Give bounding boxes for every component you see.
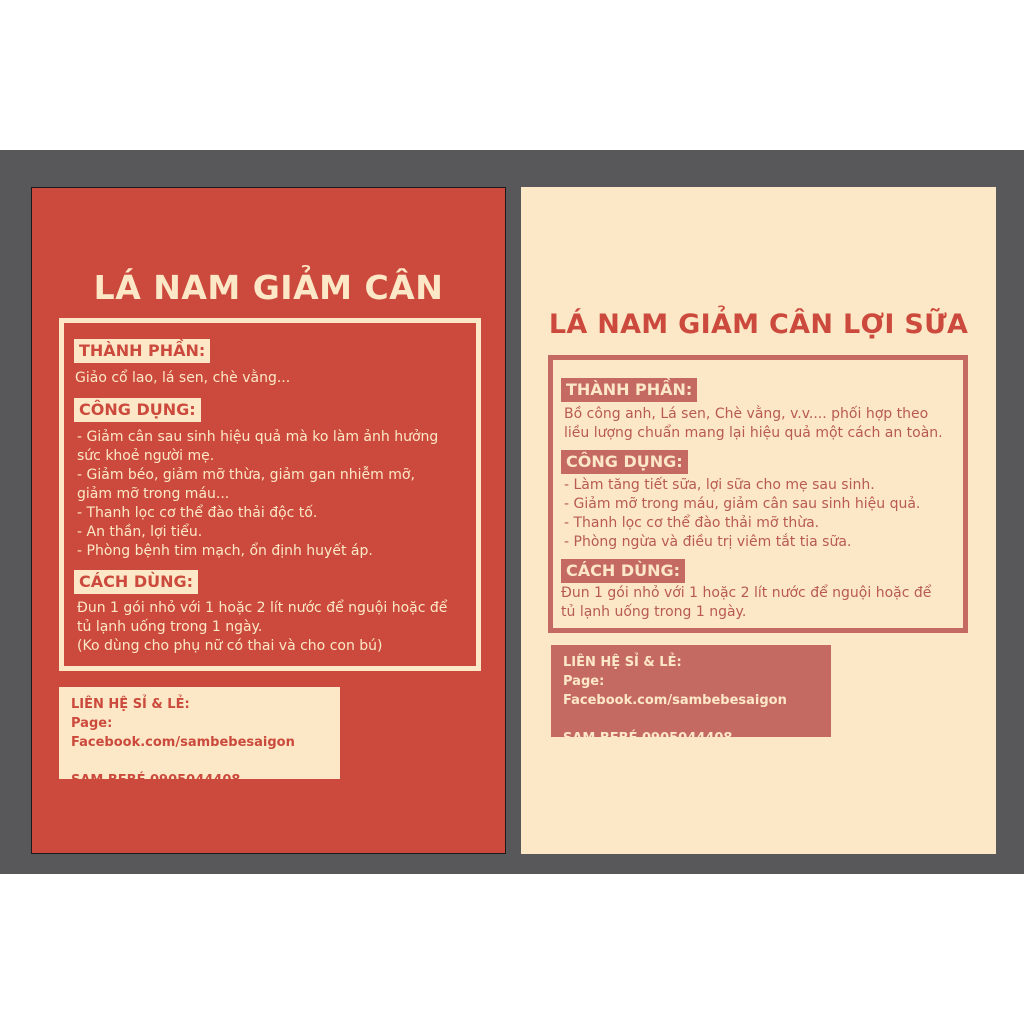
uses-line: - Làm tăng tiết sữa, lợi sữa cho mẹ sau sinh. xyxy=(564,477,875,493)
ingredients-line: Bồ công anh, Lá sen, Chè vằng, v.v.... phối hợp theo xyxy=(564,406,929,422)
ingredients-heading: THÀNH PHẦN: xyxy=(74,339,210,363)
uses-heading: CÔNG DỤNG: xyxy=(561,450,688,474)
usage-line: Đun 1 gói nhỏ với 1 hoặc 2 lít nước để nguội hoặc để xyxy=(561,585,932,601)
usage-line: tủ lạnh uống trong 1 ngày. xyxy=(561,604,747,620)
usage-heading: CÁCH DÙNG: xyxy=(74,570,198,594)
uses-list xyxy=(77,428,438,561)
uses-line: - Giảm béo, giảm mỡ thừa, giảm gan nhiễm mỡ, xyxy=(77,467,415,483)
uses-line: - Phòng ngừa và điều trị viêm tắt tia sữa. xyxy=(564,534,852,550)
contact-phone: SAM BEBÉ 0905044408 xyxy=(563,731,733,746)
usage-line: Đun 1 gói nhỏ với 1 hoặc 2 lít nước để nguội hoặc để xyxy=(77,600,448,616)
product-card-right xyxy=(521,187,996,854)
uses-line: - Thanh lọc cơ thể đào thải độc tố. xyxy=(77,505,318,521)
uses-heading: CÔNG DỤNG: xyxy=(74,398,201,422)
ingredients-list xyxy=(564,405,943,443)
contact-label: LIÊN HỆ SỈ & LẺ: xyxy=(71,697,190,712)
contact-page: Page: Facebook.com/sambebesaigon xyxy=(71,716,295,750)
uses-line: - Giảm cân sau sinh hiệu quả mà ko làm ảnh hưởng xyxy=(77,429,439,445)
card-title: LÁ NAM GIẢM CÂN LỢI SỮA xyxy=(548,309,969,340)
card-title: LÁ NAM GIẢM CÂN xyxy=(93,268,444,307)
uses-line: - Thanh lọc cơ thể đào thải mỡ thừa. xyxy=(564,515,820,531)
contact-label: LIÊN HỆ SỈ & LẺ: xyxy=(563,655,682,670)
usage-list xyxy=(561,584,931,622)
usage-heading: CÁCH DÙNG: xyxy=(561,559,685,583)
usage-line: (Ko dùng cho phụ nữ có thai và cho con bú) xyxy=(77,638,383,654)
ingredients-heading: THÀNH PHẦN: xyxy=(561,378,697,402)
usage-line: tủ lạnh uống trong 1 ngày. xyxy=(77,619,263,635)
uses-line: - An thần, lợi tiểu. xyxy=(77,524,203,540)
uses-line: sức khoẻ người mẹ. xyxy=(77,448,215,464)
contact-page: Page: Facebook.com/sambebesaigon xyxy=(563,674,787,708)
uses-list xyxy=(564,476,920,552)
info-box xyxy=(548,355,968,633)
ingredients-line: liều lượng chuẩn mang lại hiệu quả một cách an toàn. xyxy=(564,425,943,441)
contact-phone: SAM BEBÉ 0905044408 xyxy=(71,773,241,788)
contact-box xyxy=(59,687,340,788)
usage-list xyxy=(77,599,447,656)
ingredients-text: Giảo cổ lao, lá sen, chè vằng... xyxy=(75,370,291,386)
info-box xyxy=(59,318,481,671)
uses-line: - Giảm mỡ trong máu, giảm cân sau sinh hiệu quả. xyxy=(564,496,921,512)
product-card-left xyxy=(31,187,506,854)
contact-box xyxy=(551,645,831,746)
uses-line: - Phòng bệnh tim mạch, ổn định huyết áp. xyxy=(77,543,373,559)
uses-line: giảm mỡ trong máu... xyxy=(77,486,230,502)
